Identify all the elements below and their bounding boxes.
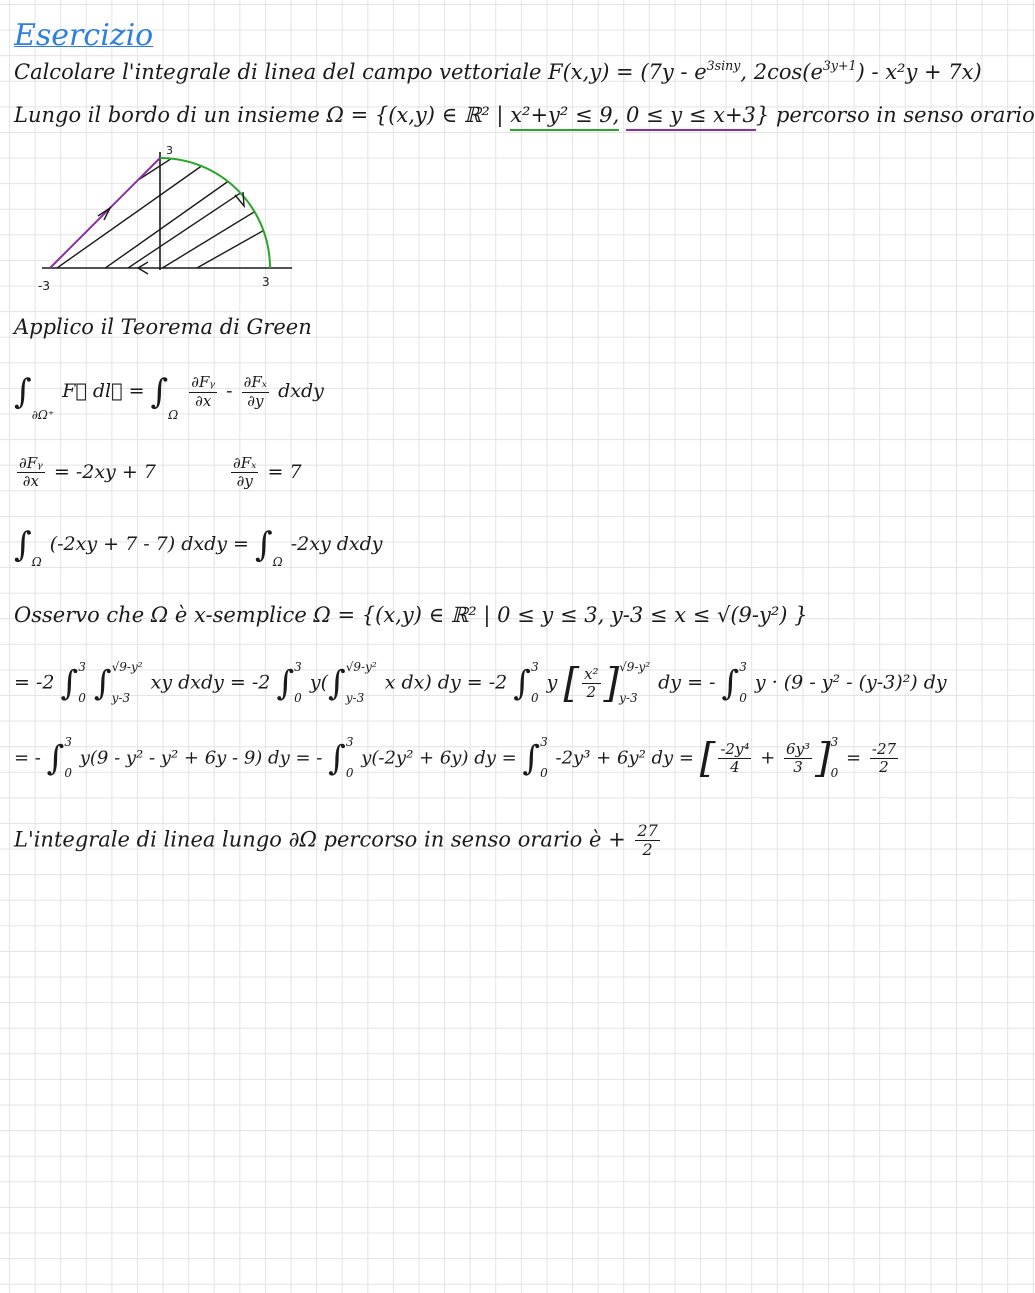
problem-line-1: Calcolare l'integrale di linea del campo vettoriale $F(x,y) = (7y - e^{3siny}$, $2\cos(e^{3y+1}) - x^2y + 7x$) [14,58,982,84]
green-formula: ∫∂Ω⁺ F⃗ dl⃗ = ∫Ω $\frac{\text{∂Fᵧ}}{\partial x}$ - $\frac{\text{∂Fₓ}}{\partial y}$ dxdy [14,372,324,422]
calculation-line-1: = -2 ∫3 0 ∫√9-y² y-3 xy dxdy = -2 ∫3 0 y(∫√9-y² y-3 x dx) dy = -2 ∫3 0 y [ $\frac{\text{x²}}{2}$ ]√9-y² y-3 dy = - ∫3 0 y · (9 - y² - (y-3)²) dy [14,660,947,707]
partial-derivatives: $\frac{\text{∂Fᵧ}}{\partial x}$ = -2xy + 7 $\frac{\text{∂Fₓ}}{\partial y}$ = 7 [19,454,302,491]
problem-line-2: Lungo il bordo di un insieme Ω = {(x,y) ∈ ℝ² | x²+y² ≤ 9, 0 ≤ y ≤ x+3} percorso in senso orario [14,103,1035,127]
calculation-line-2: = - ∫3 0 y(9 - y² - y² + 6y - 9) dy = - ∫3 0 y(-2y² + 6y) dy = ∫3 0 -2y³ + 6y² dy = [ $\frac{\text{-2y⁴}}{4}$ + $\frac{\text{6y³}}{3}$ ]3 0 = $\frac{-27}{2}$ [14,735,897,782]
label-top: 3 [166,144,173,157]
condition-circle: x²+y² ≤ 9, [510,103,619,131]
boundary-line [50,158,160,268]
green-heading: Applico il Teorema di Green [14,315,312,339]
conclusion: L'integrale di linea lungo ∂Ω percorso in senso orario è + $\frac{27}{2}$ [14,821,658,860]
condition-line: 0 ≤ y ≤ x+3 [626,103,756,131]
exercise-title: Esercizio [14,18,154,53]
label-left: -3 [38,279,50,293]
domain-sketch [30,140,310,300]
x-simple-domain: Osservo che Ω è x-semplice Ω = {(x,y) ∈ ℝ² | 0 ≤ y ≤ 3, y-3 ≤ x ≤ √(9-y²) } [14,603,808,627]
integrand-simplification: ∫Ω (-2xy + 7 - 7) dxdy = ∫Ω -2xy dxdy [14,525,383,569]
label-right: 3 [262,275,270,289]
